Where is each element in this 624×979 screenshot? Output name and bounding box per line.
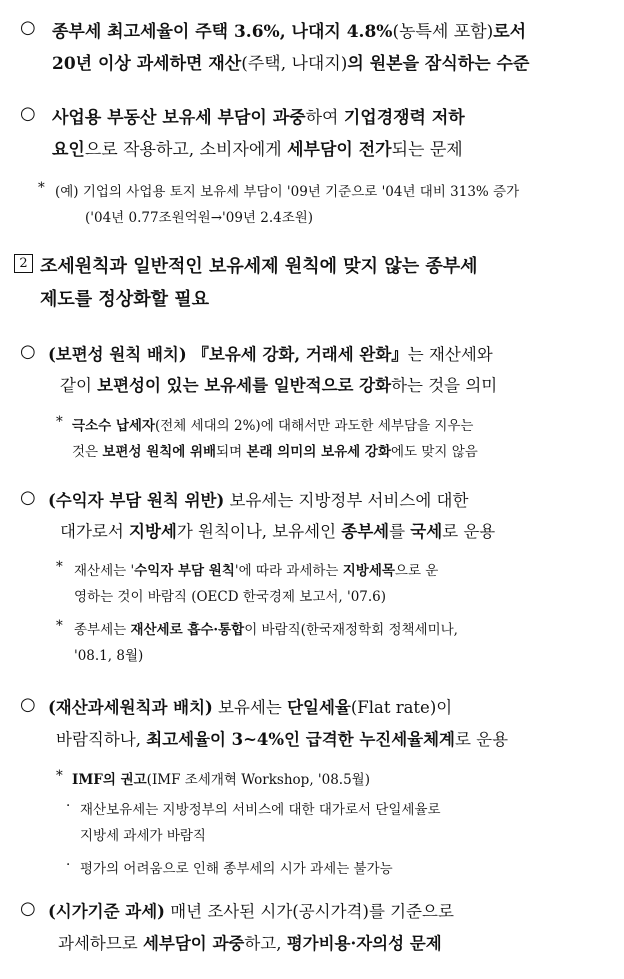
text-run: 대가로서: [60, 522, 130, 541]
text-run: 보유세는: [212, 698, 288, 717]
text-run: (재산과세원칙과 배치): [48, 698, 213, 717]
text-line: [58, 930, 442, 954]
text-line: [48, 898, 454, 922]
circle-bullet-icon: ○: [20, 17, 36, 38]
text-line: [56, 726, 508, 750]
text-run: 보편성 원칙에 위배: [102, 444, 217, 460]
text-run: '에 따라 과세하는: [234, 563, 343, 579]
text-run: 매년 조사된 시가(공시가격)를 기준으로: [165, 902, 454, 921]
text-run: 기업경쟁력 저하: [343, 108, 465, 128]
text-run: 지방세 과세가 바람직: [80, 828, 206, 844]
circle-bullet-icon: ○: [20, 341, 36, 362]
text-run: 재산보유세는 지방정부의 서비스에 대한 대가로서 단일세율로: [80, 802, 441, 818]
text-run: (주택, 나대지): [241, 54, 348, 74]
text-run: 재산세로 흡수·통합: [130, 622, 245, 638]
text-line: [52, 17, 526, 42]
text-run: (IMF 조세개혁 Workshop, '08.5월): [146, 772, 370, 788]
text-line: [60, 518, 495, 542]
asterisk-marker: *: [56, 414, 63, 430]
text-run: (농특세 포함): [392, 22, 494, 42]
text-run: ('04년 0.77조원억원→'09년 2.4조원): [85, 210, 314, 226]
text-line: [52, 49, 529, 74]
text-run: 영하는 것이 바람직 (OECD 한국경제 보고서, '07.6): [74, 589, 387, 605]
text-run: 하여: [305, 108, 344, 128]
text-run: (Flat rate)이: [350, 698, 453, 717]
text-run: 국세: [410, 522, 443, 541]
text-line: [40, 252, 478, 278]
text-line: [52, 135, 463, 160]
text-line: [60, 372, 497, 396]
text-run: (수익자 부담 원칙 위반): [48, 491, 225, 510]
text-run: 과세하므로: [58, 934, 143, 953]
text-run: 평가의 어려움으로 인해 종부세의 시가 과세는 불가능: [80, 861, 393, 877]
text-run: 에도 맞지 않음: [391, 444, 478, 460]
text-run: 보편성이 있는 보유세를 일반적으로 강화: [97, 376, 392, 395]
text-run: 요인: [52, 140, 85, 160]
text-line: [52, 103, 465, 128]
text-run: 종부세: [341, 522, 390, 541]
text-line: [80, 798, 441, 818]
text-run: 20년 이상 과세하면 재산: [52, 54, 242, 74]
text-line: [72, 440, 478, 460]
asterisk-marker: *: [56, 559, 63, 575]
text-run: 본래 의미의 보유세 강화: [246, 444, 391, 460]
text-run: 종부세는: [74, 622, 131, 638]
text-line: [74, 644, 143, 664]
text-run: IMF의 권고: [72, 772, 147, 788]
text-run: 같이: [60, 376, 98, 395]
text-line: [74, 585, 386, 605]
text-run: 으로 작용하고, 소비자에게: [84, 140, 288, 160]
text-run: '08.1, 8월): [74, 648, 144, 664]
text-line: [48, 487, 468, 511]
text-run: 지방세목: [342, 563, 395, 579]
text-run: 되며: [216, 444, 247, 460]
text-run: (시가기준 과세): [48, 902, 165, 921]
circle-bullet-icon: ○: [20, 487, 36, 508]
dot-marker: ·: [66, 798, 71, 814]
text-run: 평가비용·자의성 문제: [286, 934, 442, 953]
text-line: [74, 618, 458, 638]
text-line: [40, 285, 209, 311]
text-run: 종부세 최고세율이 주택 3.6%, 나대지 4.8%: [52, 22, 393, 42]
text-run: (전체 세대의 2%)에 대해서만 과도한 세부담을 지우는: [154, 418, 474, 434]
text-line: [85, 206, 313, 226]
text-run: 사업용 부동산 보유세 부담이 과중: [52, 108, 306, 128]
circle-bullet-icon: ○: [20, 898, 36, 919]
circle-bullet-icon: ○: [20, 103, 36, 124]
text-run: 지방세: [129, 522, 177, 541]
text-run: 단일세율: [287, 698, 351, 717]
text-run: 이 바람직(한국재정학회 정책세미나,: [244, 622, 458, 638]
text-run: 의 원본을 잠식하는 수준: [347, 54, 530, 74]
text-run: 가 원칙이나, 보유세인: [176, 522, 342, 541]
text-run: 바람직하나,: [56, 730, 147, 749]
text-run: 최고세율이 3~4%인 급격한 누진세율체계: [146, 730, 455, 749]
text-run: (예) 기업의 사업용 토지 보유세 부담이 '09년 기준으로 '04년 대비 313% 증가: [55, 184, 520, 200]
text-run: 하는 것을 의미: [391, 376, 498, 395]
numbered-box-icon: 2: [14, 254, 33, 273]
text-line: [48, 694, 452, 718]
text-run: 극소수 납세자: [72, 418, 155, 434]
asterisk-marker: *: [56, 768, 63, 784]
dot-marker: ·: [66, 857, 71, 873]
asterisk-marker: *: [56, 618, 63, 634]
circle-bullet-icon: ○: [20, 694, 36, 715]
text-run: 로서: [493, 22, 527, 42]
text-run: 로 운용: [442, 522, 496, 541]
text-line: [72, 768, 370, 788]
text-run: (보편성 원칙 배치) 『보유세 강화, 거래세 완화』: [48, 345, 408, 364]
text-run: 것은: [72, 444, 103, 460]
text-run: 세부담이 과중: [142, 934, 245, 953]
asterisk-marker: *: [38, 180, 45, 196]
text-run: 으로 운: [394, 563, 439, 579]
text-line: [55, 180, 519, 200]
text-run: 로 운용: [454, 730, 509, 749]
text-line: [72, 414, 473, 434]
text-line: [48, 341, 493, 365]
text-run: 제도를 정상화할 필요: [40, 289, 210, 310]
text-run: 하고,: [244, 934, 287, 953]
text-line: [80, 824, 206, 844]
text-run: 재산세는 ': [74, 563, 135, 579]
text-run: 되는 문제: [391, 140, 463, 160]
text-run: 조세원칙과 일반적인 보유세제 원칙에 맞지 않는 종부세: [40, 256, 478, 277]
text-run: 보유세는 지방정부 서비스에 대한: [224, 491, 469, 510]
text-run: 수익자 부담 원칙: [134, 563, 235, 579]
text-run: 세부담이 전가: [287, 140, 392, 160]
text-run: 는 재산세와: [407, 345, 493, 364]
text-run: 를: [389, 522, 411, 541]
text-line: [80, 857, 393, 877]
text-line: [74, 559, 438, 579]
